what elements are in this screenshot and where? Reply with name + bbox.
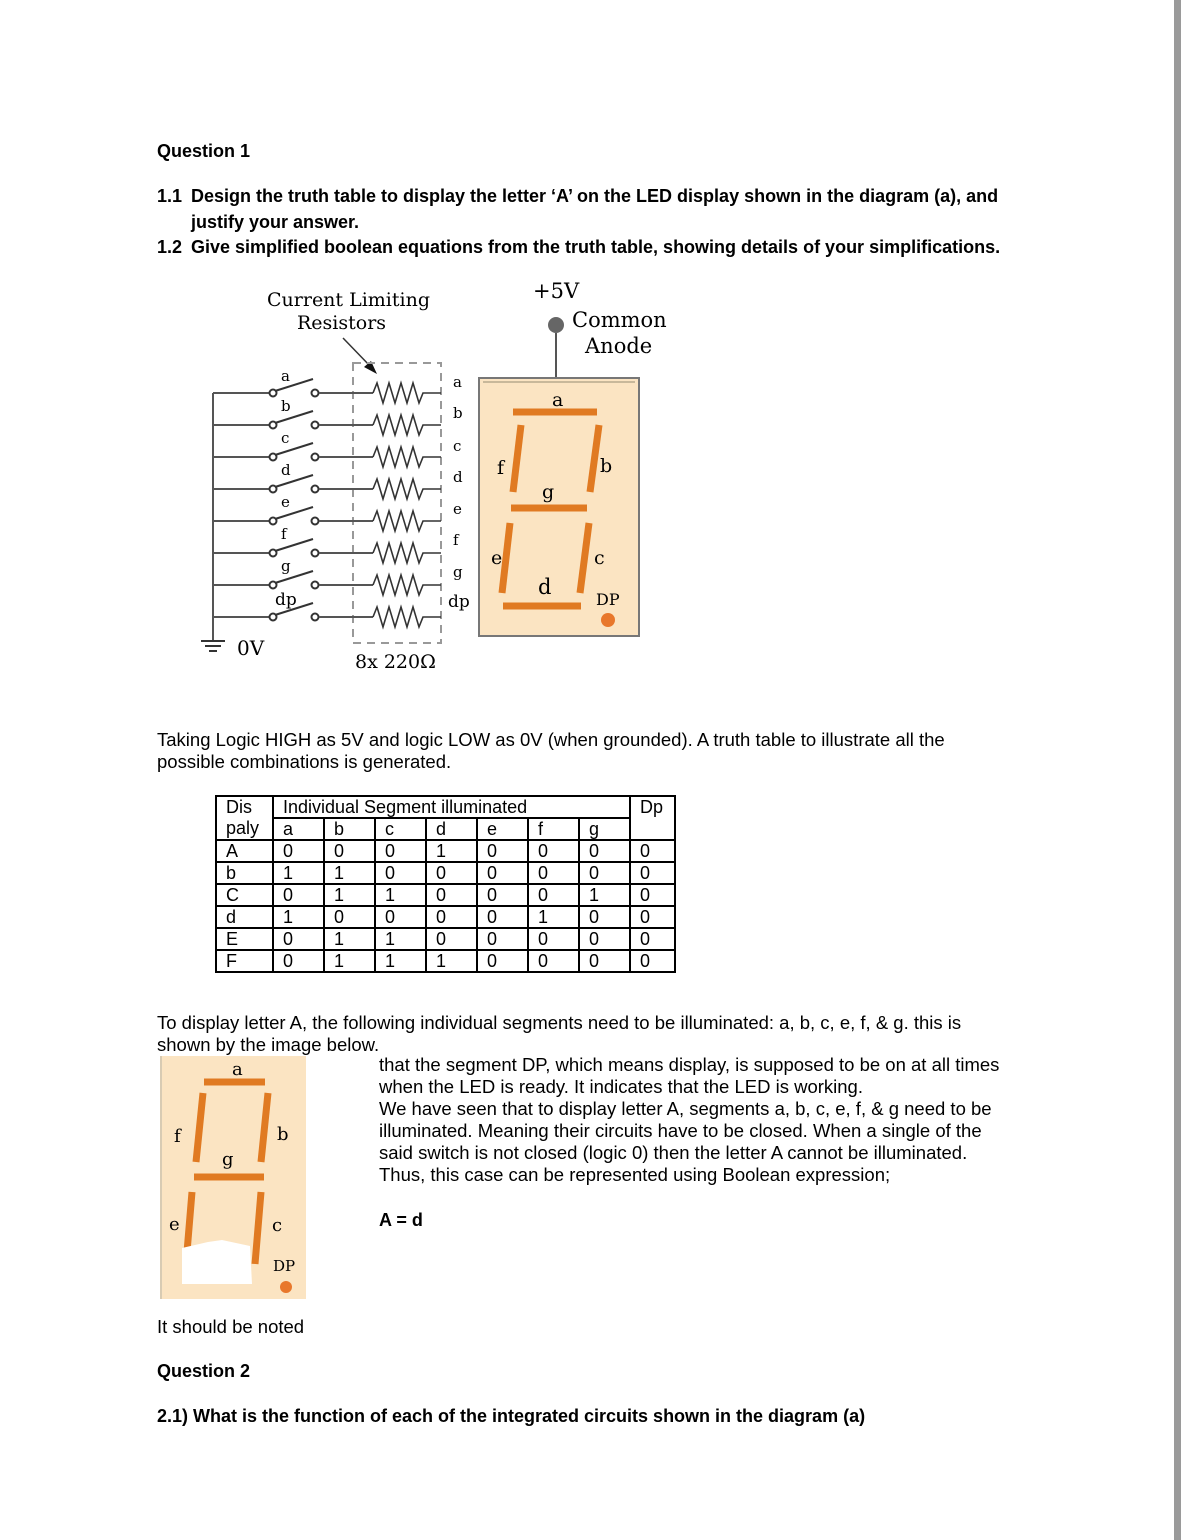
- table-row: [216, 884, 675, 906]
- side-text-line: that the segment DP, which means display, is supposed to be on at all times: [379, 1054, 1000, 1075]
- cell: 0: [426, 928, 477, 950]
- cell: 0: [273, 950, 324, 972]
- cell: 1: [324, 884, 375, 906]
- cell: 0: [426, 906, 477, 928]
- seg-label-c: c: [272, 1215, 283, 1236]
- cell: 0: [273, 840, 324, 862]
- cell: 0: [579, 862, 630, 884]
- resistor-label: d: [453, 468, 463, 486]
- side-explanation: [379, 1054, 1049, 1186]
- cell: 0: [579, 840, 630, 862]
- cell: 0: [375, 906, 426, 928]
- channel-e: [213, 493, 462, 531]
- resistor-caption-line2: Resistors: [297, 312, 387, 334]
- switch-label: f: [281, 525, 287, 543]
- row-display: d: [216, 906, 273, 928]
- noted-text: It should be noted: [157, 1316, 305, 1337]
- side-text-line: when the LED is ready. It indicates that the LED is working.: [379, 1076, 863, 1097]
- side-text-line: said switch is not closed (logic 0) then the letter A cannot be illuminated.: [379, 1142, 968, 1163]
- cell: 0: [528, 928, 579, 950]
- item-text: Give simplified boolean equations from the truth table, showing details of your simplifications.: [191, 237, 1001, 257]
- cell: 1: [579, 884, 630, 906]
- cell-dp: 0: [630, 928, 675, 950]
- cell: 0: [375, 862, 426, 884]
- resistor-caption-line1: Current Limiting: [267, 289, 430, 311]
- table-row: [216, 906, 675, 928]
- cell: 1: [375, 950, 426, 972]
- erased-segment-d: [182, 1240, 252, 1284]
- cell: 0: [477, 928, 528, 950]
- question-2-heading: Question 2: [157, 1361, 251, 1381]
- cell: 0: [528, 950, 579, 972]
- table-subheader-row: [216, 818, 675, 840]
- cell: 1: [375, 884, 426, 906]
- row-display: E: [216, 928, 273, 950]
- cell: 0: [426, 884, 477, 906]
- cell-dp: 0: [630, 862, 675, 884]
- channel-f: [213, 525, 460, 563]
- cell: 0: [426, 862, 477, 884]
- seg-label-d: d: [538, 575, 552, 599]
- letter-a-segment-image: [160, 1056, 306, 1299]
- seg-label-a: a: [232, 1059, 243, 1080]
- header-seg: e: [477, 818, 528, 840]
- seg-label-dp: DP: [596, 590, 620, 609]
- cell: 1: [528, 906, 579, 928]
- anode-label-line1: Common: [572, 308, 667, 332]
- resistor-label: dp: [448, 592, 470, 612]
- item-number: 1.2: [157, 237, 183, 257]
- resistor-label: b: [453, 404, 463, 422]
- cell: 0: [528, 884, 579, 906]
- cell: 0: [375, 840, 426, 862]
- header-display-line2: paly: [216, 818, 273, 840]
- channel-b: [213, 397, 463, 435]
- side-text-line: We have seen that to display letter A, segments a, b, c, e, f, & g need to be: [379, 1098, 992, 1119]
- switch-label: e: [281, 493, 290, 511]
- switch-label: d: [281, 461, 291, 479]
- resistor-label: f: [453, 531, 459, 549]
- header-seg: f: [528, 818, 579, 840]
- seg-label-f: f: [497, 457, 505, 479]
- header-seg: a: [273, 818, 324, 840]
- cell: 0: [528, 840, 579, 862]
- cell: 1: [273, 906, 324, 928]
- anode-terminal: [548, 317, 564, 333]
- page-edge-bar: [1174, 0, 1181, 1540]
- cell: 1: [375, 928, 426, 950]
- cell-dp: 0: [630, 884, 675, 906]
- resistor-label: g: [453, 563, 463, 581]
- cell: 0: [579, 950, 630, 972]
- resistor-pack-outline: [353, 363, 441, 643]
- channel-a: [213, 367, 462, 403]
- header-display-line1: Dis: [216, 796, 273, 818]
- cell: 0: [477, 906, 528, 928]
- item-number: 1.1: [157, 186, 183, 206]
- table-row: [216, 840, 675, 862]
- cell: 1: [324, 862, 375, 884]
- cell: 1: [324, 928, 375, 950]
- item-text: Design the truth table to display the letter ‘A’ on the LED display shown in the diagram (a), and justify your answer.: [191, 186, 999, 232]
- switch-label: g: [281, 557, 291, 575]
- header-seg: b: [324, 818, 375, 840]
- cell: 0: [324, 840, 375, 862]
- cell: 0: [477, 840, 528, 862]
- switch-label: b: [281, 397, 291, 415]
- cell: 0: [273, 928, 324, 950]
- seg-label-e: e: [169, 1214, 180, 1235]
- table-header-row: [216, 796, 675, 818]
- anode-label-line2: Anode: [585, 334, 653, 358]
- header-group: Individual Segment illuminated: [273, 796, 630, 818]
- question-1-heading: Question 1: [157, 141, 251, 161]
- segment-dp: [601, 613, 615, 627]
- side-text-line: illuminated. Meaning their circuits have to be closed. When a single of the: [379, 1120, 982, 1141]
- seg-label-f: f: [174, 1126, 181, 1147]
- seg-label-dp: DP: [273, 1257, 296, 1275]
- table-row: [216, 950, 675, 972]
- resistor-value-label: 8x 220Ω: [355, 651, 436, 673]
- seg-label-b: b: [277, 1124, 289, 1145]
- row-display: b: [216, 862, 273, 884]
- cell: 1: [426, 950, 477, 972]
- cell: 1: [426, 840, 477, 862]
- switch-label: a: [281, 367, 290, 385]
- header-dp: Dp: [630, 796, 675, 840]
- cell-dp: 0: [630, 950, 675, 972]
- seg-label-g: g: [222, 1149, 234, 1170]
- cell: 0: [579, 906, 630, 928]
- resistor-label: e: [453, 500, 462, 518]
- boolean-equation: A = d: [379, 1210, 423, 1230]
- question-1-2: [157, 234, 1017, 260]
- header-seg: d: [426, 818, 477, 840]
- cell: 0: [477, 950, 528, 972]
- table-row: [216, 928, 675, 950]
- switch-label: dp: [275, 590, 297, 610]
- intro-paragraph: Taking Logic HIGH as 5V and logic LOW as 0V (when grounded). A truth table to illustrate all the possible combinations is generated.: [157, 729, 945, 772]
- channel-g: [213, 557, 463, 595]
- cell: 0: [477, 884, 528, 906]
- seg-label-g: g: [542, 481, 555, 503]
- cell: 1: [273, 862, 324, 884]
- segment-dp: [280, 1281, 292, 1293]
- channel-dp: [213, 590, 470, 627]
- seg-label-c: c: [594, 547, 605, 569]
- display-a-paragraph: To display letter A, the following individual segments need to be illuminated: a, b, c, e, f, & g. this is shown by the image below.: [157, 1012, 962, 1055]
- row-display: A: [216, 840, 273, 862]
- row-display: C: [216, 884, 273, 906]
- cell: 0: [324, 906, 375, 928]
- cell: 0: [528, 862, 579, 884]
- question-2-1: 2.1) What is the function of each of the integrated circuits shown in the diagram (a): [157, 1406, 866, 1426]
- table-row: [216, 862, 675, 884]
- row-display: F: [216, 950, 273, 972]
- ground-label: 0V: [237, 636, 265, 660]
- cell-dp: 0: [630, 906, 675, 928]
- cell: 0: [273, 884, 324, 906]
- side-text-line: Thus, this case can be represented using Boolean expression;: [379, 1164, 891, 1185]
- question-1-1: [157, 183, 1017, 235]
- seg-label-b: b: [600, 455, 613, 477]
- channel-d: [213, 461, 463, 499]
- header-seg: c: [375, 818, 426, 840]
- channel-c: [213, 429, 461, 467]
- supply-label: +5V: [533, 279, 580, 303]
- truth-table: [215, 795, 676, 973]
- cell-dp: 0: [630, 840, 675, 862]
- resistor-label: a: [453, 373, 462, 391]
- cell: 0: [579, 928, 630, 950]
- header-seg: g: [579, 818, 630, 840]
- cell: 0: [477, 862, 528, 884]
- led-circuit-diagram: [195, 275, 685, 680]
- cell: 1: [324, 950, 375, 972]
- seg-label-e: e: [491, 547, 503, 569]
- switch-label: c: [281, 429, 290, 447]
- resistor-label: c: [453, 437, 462, 455]
- seg-label-a: a: [552, 389, 564, 411]
